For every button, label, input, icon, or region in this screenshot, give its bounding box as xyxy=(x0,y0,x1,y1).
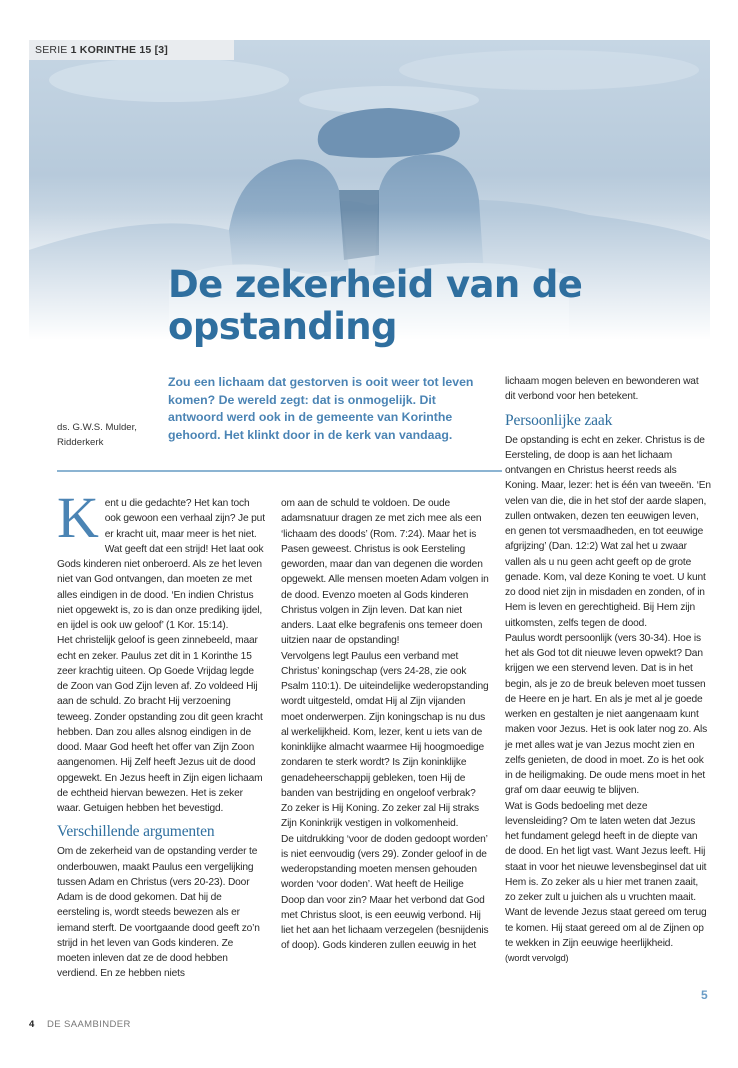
author-name: ds. G.W.S. Mulder, xyxy=(57,422,137,433)
text-column-3 xyxy=(505,374,711,966)
end-mark-icon: 5 xyxy=(701,988,708,1002)
paragraph: Vervolgens legt Paulus een verband met Christus’ koningschap (vers 24-28, zie ook Psalm 110:1). De uiteindelijke wederopstanding wordt uitgesteld, omdat Hij al Zijn vijanden moet onderwerpen. Zijn koningschap is nu dus al werkelijkheid. Kom, lezer, kent u iets van de koninklijke almacht waarmee Hij hoogmoedige zondaren te sterk wordt? Is Zijn koninklijke genadeheerschappij gebleken, toen Hij de banden van bestrijding en ongeloof verbrak? Zo zeker is Hij Koning. Zo zeker zal Hij straks Zijn Koninkrijk vestigen in volkomenheid. xyxy=(281,650,489,830)
author-place: Ridderkerk xyxy=(57,437,104,448)
paragraph: Wat is Gods bedoeling met deze levensleiding? Om te laten weten dat Jezus het fundament gelegd heeft in de diepte van de dood. En het ligt vast. Want Jezus leeft. Hij staat in voor het nieuwe levensbeginsel dat uit Hem is. Zo zeker als u hier met tranen zaait, zo zeker zult u juichen als u vruchten maait. Want de levende Jezus staat gereed om terug te komen. Hij staat gereed om al de Zijnen op te wekken in Zijn eeuwige heerlijkheid. xyxy=(505,800,707,949)
series-part: [3] xyxy=(154,44,168,56)
intro-lead: Zou een lichaam dat gestorven is ooit weer tot leven komen? De wereld zegt: dat is onmogelijk. Dit antwoord werd ook in de gemeente van Korinthe gehoord. Het klinkt door in de kerk van vandaag. xyxy=(168,375,474,442)
paragraph xyxy=(57,485,265,633)
magazine-name: DE SAAMBINDER xyxy=(46,1019,131,1030)
paragraph: lichaam mogen beleven en bewonderen wat dit verbond voor hen betekent. xyxy=(505,376,699,403)
series-tag xyxy=(29,40,234,60)
series-book: 1 KORINTHE 15 xyxy=(70,44,152,56)
paragraph-text: ent u die gedachte? Het kan toch ook gewoon een verhaal zijn? Je put er kracht uit, maar meer is het niet. Wat geeft dat een strijd! Het laat ook Gods kinderen niet onberoerd. Als ze het leven niet van God ontvangen, dan moeten ze met alles eindigen in de dood. ‘En indien Christus niet opgewekt is, zo is dan onze prediking ijdel, en ijdel is ook uw geloof’ (1 Kor. 15:14). xyxy=(57,498,265,631)
intro-divider xyxy=(57,470,502,472)
paragraph: om aan de schuld te voldoen. De oude adamsnatuur dragen ze met zich mee als een ‘lichaam des doods’ (Rom. 7:24). Maar het is Pasen geweest. Christus is ook Eersteling geworden, maar dan van degenen die worden opgewekt. Alle mensen moeten Adam volgen in de dood. Evenzo moeten al Gods kinderen Christus volgen in Zijn leven. Dat kan niet anders. Laat elke begrafenis ons temeer doen uitzien naar de opstanding! xyxy=(281,498,489,647)
series-prefix: SERIE xyxy=(35,44,68,56)
article-title: De zekerheid van de opstanding xyxy=(168,263,583,348)
continued-note: (wordt vervolgd) xyxy=(505,953,569,963)
author-byline xyxy=(57,420,157,450)
paragraph: Om de zekerheid van de opstanding verder te onderbouwen, maakt Paulus een vergelijking tussen Adam en Christus (vers 20-23). Door Adam is de dood gekomen. Dat hij de eersteling is, wordt steeds bewezen als er iemand sterft. De voortgaande dood geeft zo’n strijd in het leven van Gods kinderen. Ze moeten inleven dat ze de dood hebben verdiend. En ze hebben niets xyxy=(57,846,260,980)
subheading: Verschillende argumenten xyxy=(57,823,215,841)
paragraph: De opstanding is echt en zeker. Christus is de Eersteling, de doop is aan het lichaam ontvangen en Christus heerst reeds als Koning. Maar, lezer: het is één van tweeën. ‘En velen van die, die in het stof der aarde slapen, zullen ontwaken, dezen ten eeuwigen leven, en genen tot versmaadheden, en tot eeuwige afgrijzing’ (Dan. 12:2) Wat zal het u zwaar vallen als u nu geen acht geeft op de grote genade. Kom, val deze Koning te voet. U kunt zo dood niet zijn in misdaden en zonden, of in Hem is leven en gerechtigheid. Bij Hem zijn uitkomsten, zelfs tegen de dood. xyxy=(505,434,711,629)
paragraph: De uitdrukking ‘voor de doden gedoopt worden’ is niet eenvoudig (vers 29). Zonder geloof in de wederopstanding moeten mensen gehouden worden ‘voor doden’. Wat heeft de Heilige Doop dan voor zin? Maar het verbond dat God met Christus sloot, is een eeuwig verbond. Hij liet het aan het lichaam verzegelen (besnijdenis of doop). Gods kinderen zullen eeuwig in het xyxy=(281,833,489,952)
text-column-2 xyxy=(281,496,489,954)
page-footer xyxy=(29,1019,131,1030)
drop-cap: K xyxy=(57,485,99,550)
paragraph: Paulus wordt persoonlijk (vers 30-34). Hoe is het als God tot dit nieuwe leven opwekt? Dan krijgen we een stervend leven. Dat is in het begin, als je zo de breuk beleven moet tussen de Heere en je hart. En als je met al je goede werken en gestalten je niet aangenaam kunt maken voor Jezus. Het is ook later nog zo. Als je met alles wat je van Jezus mocht zien en zelfs genieten, de dood in moet. Zo is het ook in de heiligmaking. De oude mens moet in het graf om daar eeuwig te blijven. xyxy=(505,632,708,797)
paragraph: Het christelijk geloof is geen zinnebeeld, maar echt en zeker. Paulus zet dit in 1 Korinthe 15 zeer krachtig uiteen. Op Goede Vrijdag legde de Zoon van God Zijn leven af. Zo voldeed Hij aan de schuld. Zo bracht Hij verzoening teweeg. Zonder opstanding zou dit geen kracht hebben. Dan zou alles alsnog eindigen in de dood. Maar God heeft het offer van Zijn Zoon aangenomen. Hij Zelf heeft Jezus uit de dood opgewekt. En Jezus heeft in Zijn eigen lichaam de echtheid hiervan bewezen. Het is zeker waar. Getuigen hebben het bevestigd. xyxy=(57,635,263,814)
text-column-1 xyxy=(57,485,265,982)
subheading: Persoonlijke zaak xyxy=(505,411,613,429)
page-number: 4 xyxy=(29,1019,35,1030)
